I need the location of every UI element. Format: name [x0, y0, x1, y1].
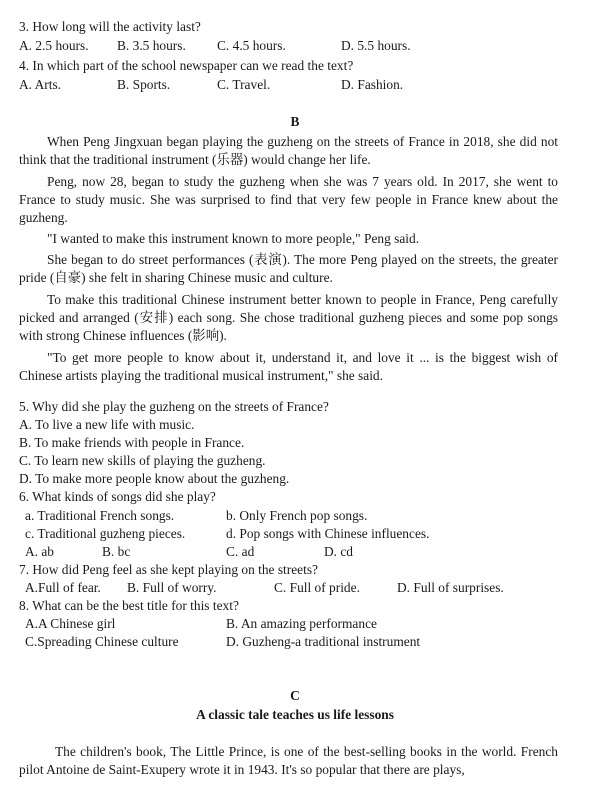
item-a: a. Traditional French songs. [25, 508, 175, 523]
option-c: C. 4.5 hours. [217, 38, 286, 53]
section-b-passage [19, 133, 558, 385]
question-3: 3. How long will the activity last? [19, 19, 201, 34]
option-c: C. ad [226, 544, 255, 559]
option-a: A. Arts. [19, 77, 62, 92]
option-d: D. To make more people know about the guzheng. [19, 471, 290, 486]
passage-paragraph: Peng, now 28, began to study the guzheng when she was 7 years old. In 2017, she went to France to study music. She was surprised to find that very few people in France knew about the guzheng. [19, 174, 558, 225]
question-4-options [19, 76, 579, 94]
passage-paragraph: "I wanted to make this instrument known to more people," Peng said. [47, 231, 420, 246]
section-c-passage [19, 743, 558, 779]
option-c: C. Full of pride. [274, 580, 360, 595]
option-d: D. Full of surprises. [397, 580, 504, 595]
option-d: D. Guzheng-a traditional instrument [226, 634, 421, 649]
item-d: d. Pop songs with Chinese influences. [226, 526, 430, 541]
section-label-b: B [290, 114, 300, 129]
option-b: B. Sports. [117, 77, 171, 92]
option-a: A. To live a new life with music. [19, 417, 195, 432]
question-3-options [19, 37, 579, 55]
passage-paragraph: To make this traditional Chinese instrument better known to people in France, Peng carefully picked and arranged (安排) each song. She chose traditional guzheng pieces and some pop songs with strong Chinese influences (影响). [19, 292, 558, 343]
option-c: C.Spreading Chinese culture [25, 634, 179, 649]
option-d: D. Fashion. [341, 77, 404, 92]
passage-paragraph: When Peng Jingxuan began playing the guzheng on the streets of France in 2018, she did not think that the traditional instrument (乐器) would change her life. [19, 134, 558, 167]
question-8-options-row-2 [19, 633, 579, 651]
section-c-title: A classic tale teaches us life lessons [196, 707, 394, 722]
option-a: A. 2.5 hours. [19, 38, 89, 53]
option-b: B. 3.5 hours. [117, 38, 186, 53]
option-b: B. bc [102, 544, 131, 559]
option-b: B. Full of worry. [127, 580, 217, 595]
section-label-c: C [290, 688, 300, 703]
question-6-items-row-1 [19, 507, 579, 525]
option-c: C. Travel. [217, 77, 271, 92]
option-b: B. To make friends with people in France. [19, 435, 245, 450]
option-a: A.Full of fear. [25, 580, 101, 595]
passage-paragraph: The children's book, The Little Prince, is one of the best-selling books in the world. French pilot Antoine de Saint-Exupery wrote it in 1943. It's so popular that there are plays, [19, 744, 558, 777]
option-b: B. An amazing performance [226, 616, 377, 631]
question-6-items-row-2 [19, 525, 579, 543]
passage-paragraph: She began to do street performances (表演). The more Peng played on the streets, the greater pride (自豪) she felt in sharing Chinese music and culture. [19, 252, 558, 285]
option-d: D. 5.5 hours. [341, 38, 411, 53]
question-5: 5. Why did she play the guzheng on the streets of France? [19, 399, 329, 414]
question-6-options [19, 543, 579, 561]
option-a: A.A Chinese girl [25, 616, 116, 631]
option-d: D. cd [324, 544, 354, 559]
question-6: 6. What kinds of songs did she play? [19, 489, 216, 504]
passage-paragraph: "To get more people to know about it, understand it, and love it ... is the biggest wish of Chinese artists playing the traditional musical instrument," she said. [19, 350, 558, 383]
question-4: 4. In which part of the school newspaper can we read the text? [19, 58, 354, 73]
option-a: A. ab [25, 544, 55, 559]
option-c: C. To learn new skills of playing the guzheng. [19, 453, 266, 468]
question-8: 8. What can be the best title for this text? [19, 598, 239, 613]
item-c: c. Traditional guzheng pieces. [25, 526, 186, 541]
question-7-options [19, 579, 579, 597]
item-b: b. Only French pop songs. [226, 508, 368, 523]
question-8-options-row-1 [19, 615, 579, 633]
question-7: 7. How did Peng feel as she kept playing on the streets? [19, 562, 318, 577]
